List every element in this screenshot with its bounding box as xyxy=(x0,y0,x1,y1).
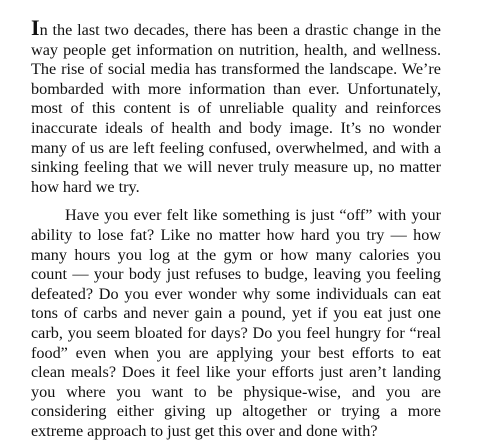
document-page xyxy=(31,15,441,441)
paragraph-intro xyxy=(31,15,441,197)
paragraph-questions: Have you ever felt like something is just “off” with your ability to lose fat? Like no matter how hard you try — how many hours you log at the gym or how many calories you count — your body just refuses to budge, leaving you feeling defeated? Do you ever wonder why some individuals can eat tons of carbs and never gain a pound, yet if you eat just one carb, you seem bloated for days? Do you feel hungry for “real food” even when you are applying your best efforts to eat clean meals? Does it feel like your efforts just aren’t landing you where you want to be physique-wise, and you are considering either giving up altogether or trying a more extreme approach to just get this over and done with? xyxy=(31,206,441,440)
drop-cap-letter: I xyxy=(31,15,40,40)
paragraph-intro-text: n the last two decades, there has been a drastic change in the way people get information on nutrition, health, and wellness. The rise of social media has transformed the landscape. We’re bombarded with more information than ever. Unfortunately, most of this content is of unreliable quality and reinforces inaccurate ideals of health and body image. It’s no wonder many of us are left feeling confused, overwhelmed, and with a sinking feeling that we will never truly measure up, no matter how hard we try. xyxy=(31,21,441,196)
